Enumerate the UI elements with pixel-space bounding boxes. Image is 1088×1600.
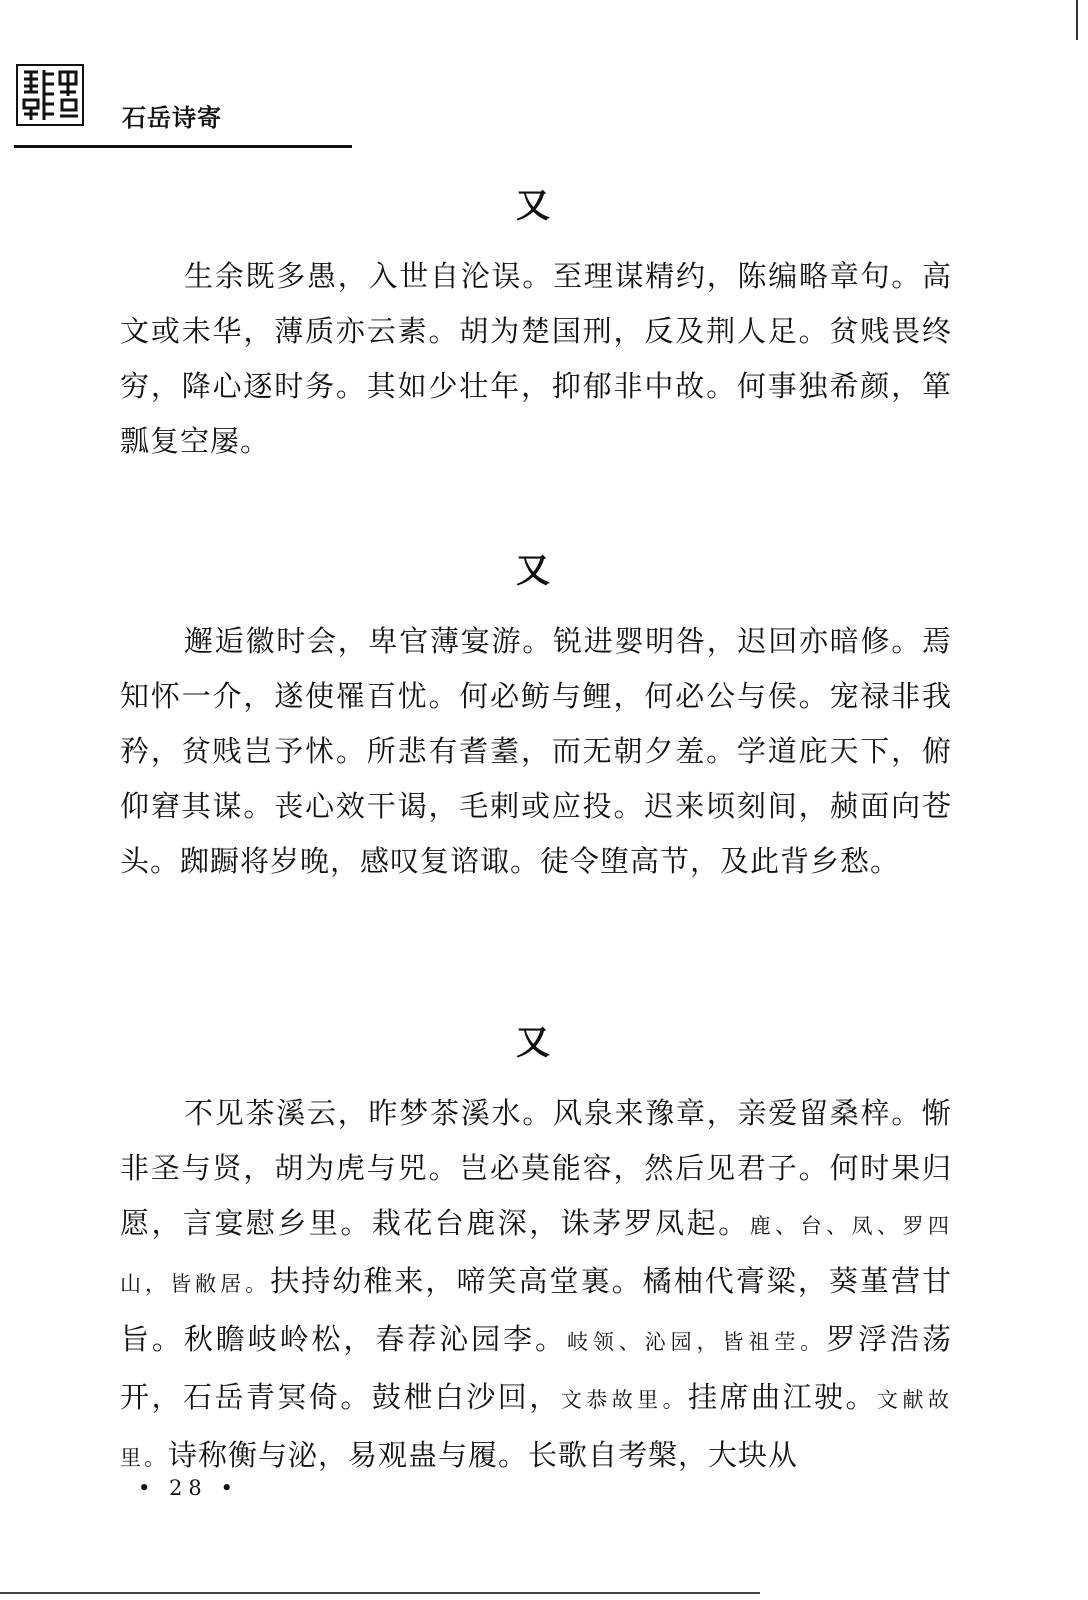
page-number: • 28 • xyxy=(138,1476,239,1500)
poem-body: 邂逅徽时会，卑官薄宴游。锐进婴明咎，迟回亦暗修。焉知怀一介，遂使罹百忧。何必鲂与鲤，何必公与侯。宠禄非我矜，贫贱岂予怵。所悲有耆耋，而无朝夕羞。学道庇天下，俯仰窘其谋。丧心效干谒，毛剌或应投。迟来顷刻间，赪面向苍头。踟蹰将岁晚，感叹复谘诹。徒令堕高节，及此背乡愁。 xyxy=(120,624,952,878)
poem-heading: 又 xyxy=(516,186,550,226)
annotation-note: 文献故里。 xyxy=(120,1388,952,1470)
annotation-note: 鹿、台、凤、罗四山，皆敝居。 xyxy=(120,1214,952,1296)
book-title: 石岳诗寄 xyxy=(122,104,222,132)
page-edge-mark xyxy=(1076,0,1078,40)
page-bottom-edge xyxy=(0,1592,760,1594)
poem-text: 扶持幼稚来，啼笑高堂裏。橘柚代膏粱，葵堇营甘旨。秋瞻岐岭松，春荐沁园李。 xyxy=(120,1264,952,1356)
poem-heading: 又 xyxy=(516,551,550,591)
annotation-note: 文恭故里。 xyxy=(560,1388,689,1412)
poem-text: 不见茶溪云，昨梦茶溪水。风泉来豫章，亲爱留桑梓。惭非圣与贤，胡为虎与兕。岂必莫能容，然后见君子。何时果归愿，言宴慰乡里。栽花台鹿深，诛茅罗凤起。 xyxy=(120,1096,952,1240)
poem-text: 诗称衡与泌，易观蛊与履。长歌自考槃，大块从 xyxy=(168,1438,799,1472)
poem-body xyxy=(120,1086,952,1486)
annotation-note: 岐领、沁园，皆祖茔。 xyxy=(566,1330,827,1354)
poem-text: 罗浮浩荡开，石岳青冥倚。鼓枻白沙回， xyxy=(120,1322,952,1414)
header-rule xyxy=(14,145,352,148)
poem-body: 生余既多愚，入世自沦误。至理谋精约，陈编略章句。高文或未华，薄质亦云素。胡为楚国刑，反及荆人足。贫贱畏终穷，降心逐时务。其如少壮年，抑郁非中故。何事独希颜，箪瓢复空屡。 xyxy=(120,259,952,458)
seal-stamp-icon xyxy=(14,62,86,128)
poem-heading: 又 xyxy=(516,1023,550,1063)
poem-text: 挂席曲江驶。 xyxy=(688,1380,878,1414)
